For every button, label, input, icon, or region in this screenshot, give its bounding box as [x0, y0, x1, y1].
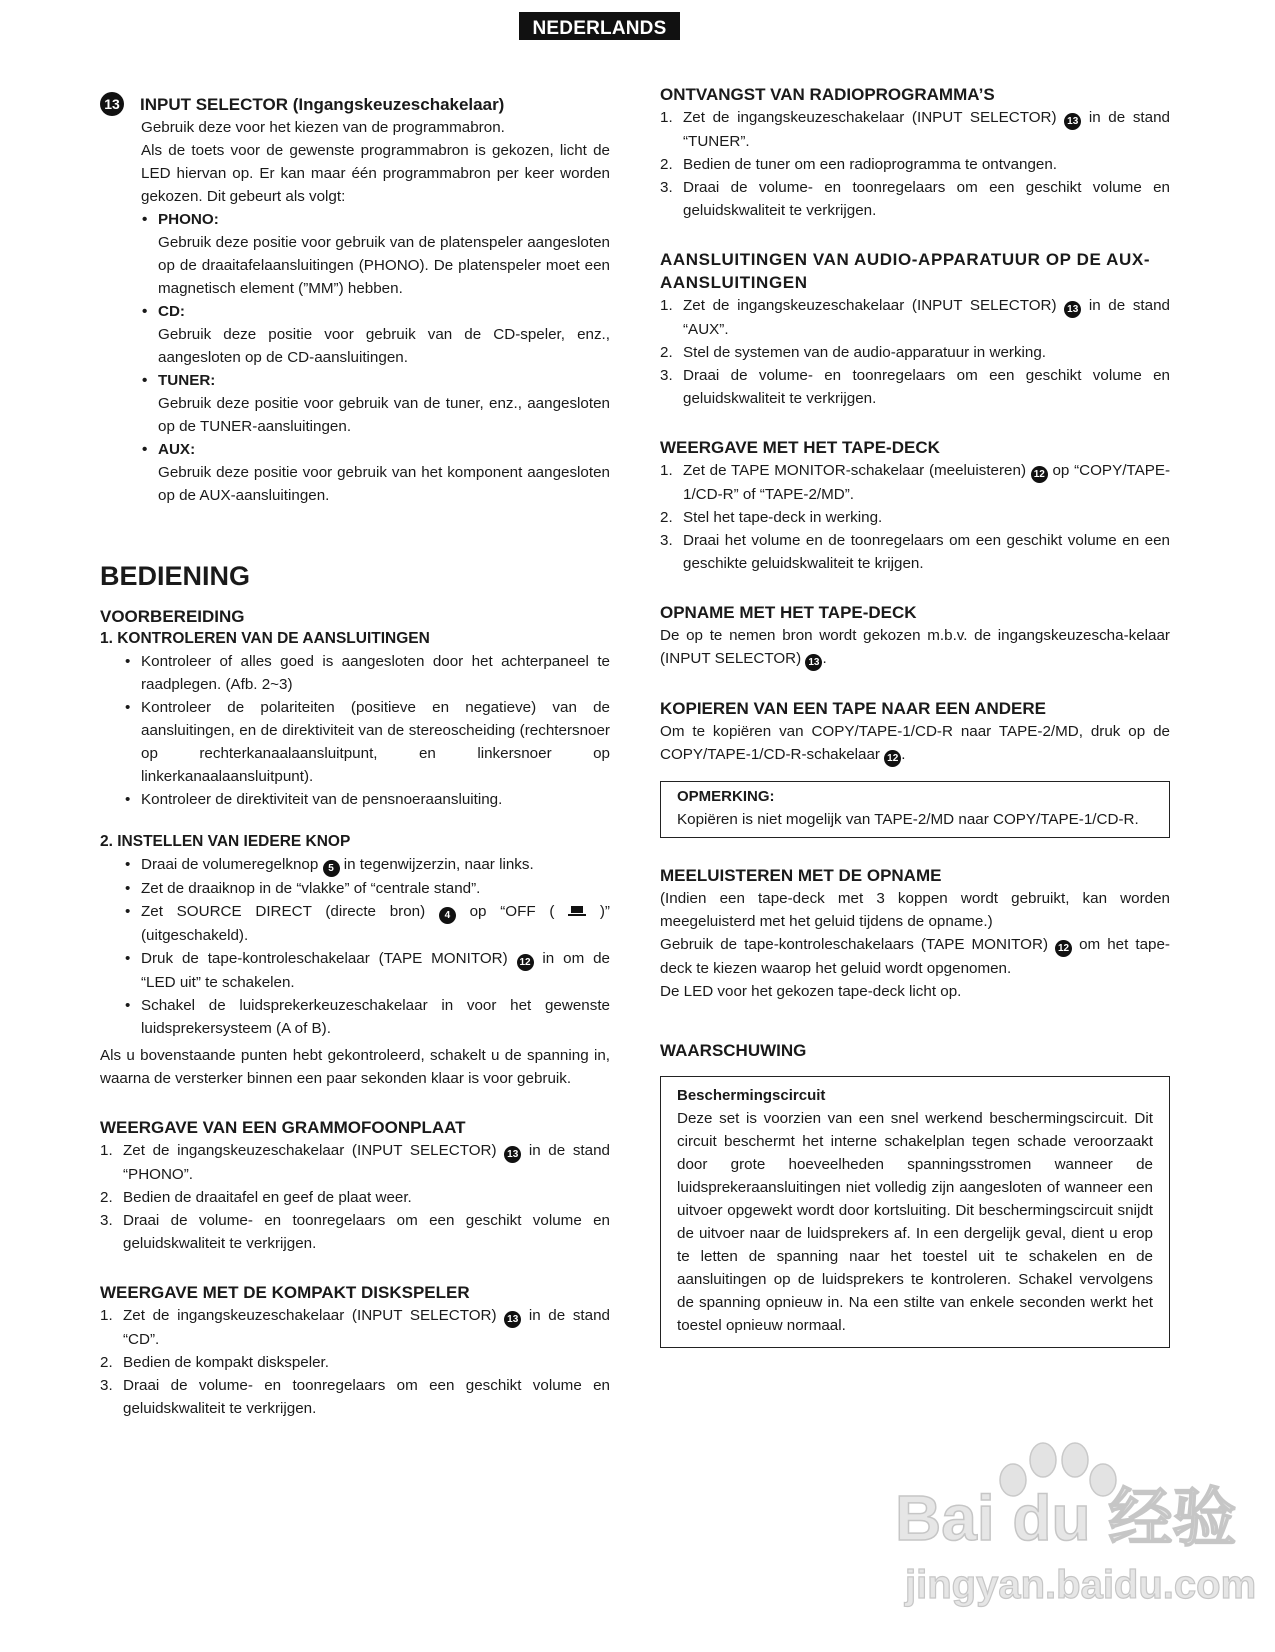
cd-heading: WEERGAVE MET DE KOMPAKT DISKSPELER	[100, 1283, 470, 1302]
number-12-icon: 12	[884, 750, 901, 767]
item-text: om het tape-deck te kiezen waarop het geluid wordt opgenomen.	[660, 936, 1170, 977]
list-item	[100, 1186, 610, 1209]
item-text: Draai de volume- en toonregelaars om een geschikt volume en geluidskwaliteit te verkrijgen.	[683, 367, 1170, 407]
step1-list	[100, 650, 610, 811]
monitor-p1: (Indien een tape-deck met 3 koppen wordt gebruikt, kan worden meegeluisterd met het geluid tijdens de opname.)	[660, 890, 1170, 930]
item-text: Draai het volume en de toonregelaars om een geschikt volume en een geschikte geluidskwaliteit te krijgen.	[683, 532, 1170, 572]
step-number: 3.	[660, 367, 673, 384]
item-text: Zet SOURCE DIRECT (directe bron)	[141, 903, 439, 920]
number-13-icon: 13	[805, 654, 822, 671]
tape-rec-heading: OPNAME MET HET TAPE-DECK	[660, 603, 917, 622]
step-number: 1.	[660, 297, 673, 314]
item-text: Zet de TAPE MONITOR-schakelaar (meeluisteren)	[683, 462, 1031, 479]
intro-line-1: Gebruik deze voor het kiezen van de programmabron.	[141, 119, 505, 136]
list-item: • Schakel de luidsprekerkeuzeschakelaar in voor het gewenste luidsprekersysteem (A of B).	[141, 994, 610, 1040]
item-text: in om de “LED uit” te schakelen.	[141, 950, 610, 991]
radio-heading: ONTVANGST VAN RADIOPROGRAMMA’S	[660, 85, 995, 104]
step-number: 2.	[100, 1189, 113, 1206]
intro-line-2: Als de toets voor de gewenste programmabron is gekozen, licht de LED hiervan op. Er kan maar één programmabron per keer worden gekozen. Dit gebeurt als volgt:	[141, 142, 610, 205]
monitor-p2	[660, 933, 1170, 980]
number-4-icon: 4	[439, 907, 456, 924]
step-number: 2.	[660, 509, 673, 526]
step-number: 3.	[660, 532, 673, 549]
warning-box	[660, 1076, 1170, 1348]
step-number: 1.	[100, 1307, 113, 1324]
step-number: 3.	[100, 1377, 113, 1394]
aux-steps	[660, 294, 1170, 410]
note-title: OPMERKING:	[677, 788, 775, 805]
number-13-icon: 13	[1064, 113, 1081, 130]
number-12-icon: 12	[517, 954, 534, 971]
number-5-icon: 5	[323, 860, 340, 877]
list-item	[660, 176, 1170, 222]
item-text: .	[822, 650, 827, 667]
item-text: in de stand “AUX”.	[683, 297, 1170, 338]
note-text: Kopiëren is niet mogelijk van TAPE-2/MD naar COPY/TAPE-1/CD-R.	[677, 811, 1139, 828]
item-text: Draai de volume- en toonregelaars om een geschikt volume en geluidskwaliteit te verkrijgen.	[123, 1212, 610, 1252]
item-text: Zet de ingangskeuzeschakelaar (INPUT SELECTOR)	[123, 1142, 505, 1159]
item-text: Draai de volume- en toonregelaars om een geschikt volume en geluidskwaliteit te verkrijgen.	[683, 179, 1170, 219]
item-text: op “COPY/TAPE-1/CD-R” of “TAPE-2/MD”.	[683, 462, 1171, 503]
section-title-bediening: BEDIENING	[100, 561, 251, 591]
step1-heading: 1. KONTROLEREN VAN DE AANSLUITINGEN	[100, 630, 430, 647]
language-tab: NEDERLANDS	[519, 12, 680, 40]
option-aux-text: Gebruik deze positie voor gebruik van het komponent aangesloten op de AUX-aansluitingen.	[158, 464, 610, 504]
item-text: Bedien de draaitafel en geef de plaat weer.	[123, 1189, 412, 1206]
list-item	[141, 900, 610, 947]
number-13-icon: 13	[504, 1311, 521, 1328]
list-item: • Kontroleer de polariteiten (positieve en negatieve) van de aansluitingen, en de direktiviteit van de stereoscheiding (rechtersnoer op rechterkanaalaansluitpunt, en linkersnoer op linkerkanaalaansluitpunt).	[141, 696, 610, 788]
number-13-icon: 13	[100, 92, 124, 116]
item-text: Gebruik de tape-kontroleschakelaars (TAPE MONITOR)	[660, 936, 1056, 953]
list-item	[660, 106, 1170, 153]
item-text: in de stand “PHONO”.	[123, 1142, 610, 1183]
list-item	[100, 1209, 610, 1255]
item-text: Bedien de tuner om een radioprogramma te ontvangen.	[683, 156, 1058, 173]
step-number: 2.	[660, 156, 673, 173]
item-text: in tegenwijzerzin, naar links.	[339, 856, 534, 873]
step-number: 2.	[660, 344, 673, 361]
list-item	[100, 1374, 610, 1420]
item-text: in de stand “CD”.	[123, 1307, 610, 1348]
monitor-p3: De LED voor het gekozen tape-deck licht op.	[660, 983, 962, 1000]
tape-copy-heading: KOPIEREN VAN EEN TAPE NAAR EEN ANDERE	[660, 699, 1047, 718]
item-text: .	[901, 746, 906, 763]
item-text: Om te kopiëren van COPY/TAPE-1/CD-R naar TAPE-2/MD, druk op de COPY/TAPE-1/CD-R-schakelaar	[660, 723, 1170, 763]
list-item	[141, 853, 610, 877]
list-item	[100, 1351, 610, 1374]
tape-rec-text	[660, 624, 1170, 671]
bediening-closing: Als u bovenstaande punten hebt gekontroleerd, schakelt u de spanning in, waarna de versterker binnen een paar sekonden klaar is voor gebruik.	[100, 1047, 610, 1087]
item-text: Zet de ingangskeuzeschakelaar (INPUT SELECTOR)	[123, 1307, 505, 1324]
list-item	[660, 364, 1170, 410]
list-item	[100, 1304, 610, 1351]
list-item	[660, 153, 1170, 176]
phono-heading: WEERGAVE VAN EEN GRAMMOFOONPLAAT	[100, 1118, 466, 1137]
list-item	[141, 947, 610, 994]
warning-box-text: Deze set is voorzien van een snel werkend beschermingscircuit. Dit circuit beschermt het interne schakelplan tegen schade veroorzaakt door grote hoeveelheden spanningsstromen wanneer de luidsprekeraansluitingen niet volledig zijn aangesloten of wanneer een uitvoer opgewekt wordt door kortsluiting. Dit beschermingscircuit snijdt de uitvoer naar de luidsprekers af. In een dergelijk geval, dient u erop te letten de spanning naar het toestel uit te schakelen en de aansluitingen op de luidsprekers te kontroleren. Schakel vervolgens de spanning opnieuw in. Na een stilte van enkele seconden werkt het toestel opnieuw normaal.	[677, 1110, 1153, 1334]
right-column	[660, 83, 1170, 1348]
button-released-icon	[568, 905, 586, 917]
item-text: De op te nemen bron wordt gekozen m.b.v. de ingangskeuzescha-kelaar (INPUT SELECTOR)	[660, 627, 1170, 667]
tape-play-steps	[660, 459, 1170, 575]
monitor-heading: MEELUISTEREN MET DE OPNAME	[660, 866, 942, 885]
input-selector-heading	[100, 92, 610, 116]
item-text: Stel de systemen van de audio-apparatuur in werking.	[683, 344, 1047, 361]
left-column	[100, 92, 610, 1420]
phono-steps	[100, 1139, 610, 1255]
item-text: Bedien de kompakt diskspeler.	[123, 1354, 329, 1371]
option-phono-label: • PHONO:	[158, 208, 610, 231]
step2-heading: 2. INSTELLEN VAN IEDERE KNOP	[100, 833, 351, 850]
item-text: op “OFF (	[455, 903, 569, 920]
list-item: • Kontroleer of alles goed is aangesloten door het achterpaneel te raadplegen. (Afb. 2~3)	[141, 650, 610, 696]
step-number: 2.	[100, 1354, 113, 1371]
item-text: Zet de ingangskeuzeschakelaar (INPUT SELECTOR)	[683, 297, 1065, 314]
option-tuner-label: • TUNER:	[158, 369, 610, 392]
item-text: )” (uitgeschakeld).	[141, 903, 610, 944]
item-text: Draai de volumeregelknop	[141, 856, 323, 873]
radio-steps	[660, 106, 1170, 222]
step-number: 1.	[660, 462, 673, 479]
tape-copy-text	[660, 720, 1170, 767]
option-aux-label: • AUX:	[158, 438, 610, 461]
option-phono-text: Gebruik deze positie voor gebruik van de platenspeler aangesloten op de draaitafelaansluitingen (PHONO). De platenspeler moet een magnetisch element (”MM”) hebben.	[158, 234, 610, 297]
item-text: Draai de volume- en toonregelaars om een geschikt volume en geluidskwaliteit te verkrijgen.	[123, 1377, 610, 1417]
number-12-icon: 12	[1031, 466, 1048, 483]
step2-list	[100, 853, 610, 1040]
option-cd-text: Gebruik deze positie voor gebruik van de CD-speler, enz., aangesloten op de CD-aansluitingen.	[158, 326, 610, 366]
list-item: • Zet de draaiknop in de “vlakke” of “centrale stand”.	[141, 877, 610, 900]
item-text: Stel het tape-deck in werking.	[683, 509, 883, 526]
item-text: in de stand “TUNER”.	[683, 109, 1170, 150]
step-number: 1.	[100, 1142, 113, 1159]
number-13-icon: 13	[504, 1146, 521, 1163]
warning-box-title: Beschermingscircuit	[677, 1087, 826, 1104]
list-item	[660, 529, 1170, 575]
watermark-logo-text: Bai du 经验	[895, 1482, 1237, 1554]
list-item	[660, 341, 1170, 364]
list-item	[100, 1139, 610, 1186]
note-box	[660, 781, 1170, 838]
input-selector-intro	[100, 116, 610, 208]
option-tuner-text: Gebruik deze positie voor gebruik van de tuner, enz., aangesloten op de TUNER-aansluitingen.	[158, 395, 610, 435]
input-selector-options	[100, 208, 610, 507]
list-item: • Kontroleer de direktiviteit van de pensnoeraansluiting.	[141, 788, 610, 811]
list-item	[660, 294, 1170, 341]
watermark-url-text: jingyan.baidu.com	[905, 1563, 1257, 1607]
list-item	[660, 506, 1170, 529]
number-13-icon: 13	[1064, 301, 1081, 318]
list-item	[660, 459, 1171, 506]
cd-steps	[100, 1304, 610, 1420]
step-number: 3.	[660, 179, 673, 196]
number-12-icon: 12	[1055, 940, 1072, 957]
aux-heading: AANSLUITINGEN VAN AUDIO-APPARATUUR OP DE AUX-AANSLUITINGEN	[660, 250, 1151, 292]
tape-play-heading: WEERGAVE MET HET TAPE-DECK	[660, 438, 940, 457]
warning-heading: WAARSCHUWING	[660, 1041, 807, 1060]
item-text: Druk de tape-kontroleschakelaar (TAPE MONITOR)	[141, 950, 517, 967]
step-number: 3.	[100, 1212, 113, 1229]
baidu-watermark	[885, 1430, 1257, 1610]
item-text: Zet de ingangskeuzeschakelaar (INPUT SELECTOR)	[683, 109, 1065, 126]
option-cd-label: • CD:	[158, 300, 610, 323]
voorbereiding-heading: VOORBEREIDING	[100, 607, 245, 626]
step-number: 1.	[660, 109, 673, 126]
input-selector-title: INPUT SELECTOR (Ingangskeuzeschakelaar)	[140, 94, 505, 114]
